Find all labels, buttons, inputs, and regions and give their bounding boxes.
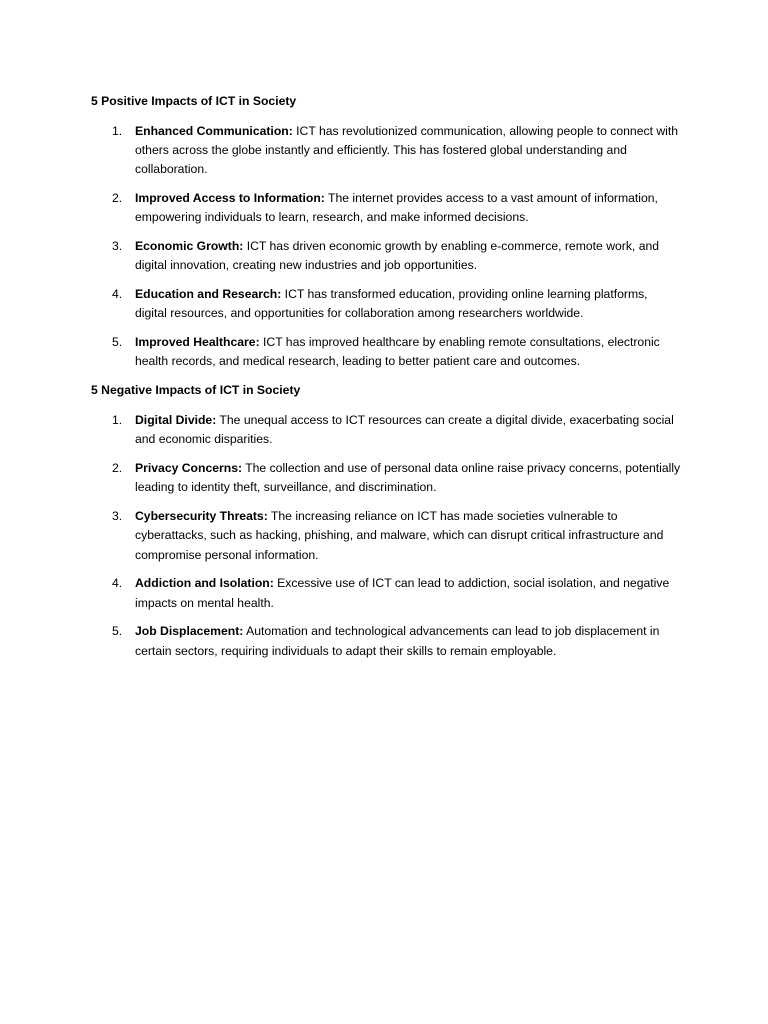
list-item-title: Economic Growth:	[135, 238, 244, 253]
negative-impacts-heading: 5 Negative Impacts of ICT in Society	[91, 383, 301, 398]
list-item-text: The unequal access to ICT resources can create a digital divide, exacerbating social and economic disparities.	[135, 412, 674, 447]
positive-impacts-heading: 5 Positive Impacts of ICT in Society	[91, 94, 297, 108]
document-content	[91, 92, 681, 671]
list-item-title: Improved Access to Information:	[135, 190, 325, 205]
list-item-title: Addiction and Isolation:	[135, 576, 274, 591]
list-item-number: 1.	[112, 123, 123, 138]
list-item-number: 3.	[112, 508, 123, 523]
list-item-title: Education and Research:	[135, 287, 282, 302]
list-item-number: 5.	[112, 624, 123, 639]
list-item-number: 2.	[112, 460, 123, 475]
list-item-number: 4.	[112, 287, 123, 302]
list-item-title: Job Displacement:	[135, 624, 244, 639]
list-item-text: The increasing reliance on ICT has made societies vulnerable to cyberattacks, such as hacking, phishing, and malware, which can disrupt critical infrastructure and compromise personal information.	[135, 508, 664, 562]
list-item-number: 1.	[112, 412, 123, 427]
list-item-number: 4.	[112, 576, 123, 591]
negative-impacts-list	[91, 411, 681, 661]
list-item-text: The internet provides access to a vast amount of information, empowering individuals to learn, research, and make informed decisions.	[135, 190, 658, 225]
list-item-text: ICT has improved healthcare by enabling remote consultations, electronic health records, and medical research, leading to better patient care and outcomes.	[135, 335, 660, 369]
positive-impacts-list	[91, 122, 681, 372]
list-item	[91, 189, 681, 228]
list-item	[91, 237, 681, 276]
list-item-title: Enhanced Communication:	[135, 123, 293, 138]
list-item-text: The collection and use of personal data online raise privacy concerns, potentially leading to identity theft, surveillance, and discrimination.	[135, 460, 681, 495]
list-item	[91, 333, 681, 372]
list-item-text: ICT has transformed education, providing online learning platforms, digital resources, and opportunities for collaboration among researchers worldwide.	[135, 287, 648, 321]
list-item-number: 3.	[112, 238, 123, 253]
list-item-title: Improved Healthcare:	[135, 335, 260, 350]
list-item-title: Cybersecurity Threats:	[135, 508, 268, 523]
list-item	[91, 459, 681, 498]
list-item	[91, 574, 681, 613]
list-item	[91, 122, 681, 180]
list-item-text: ICT has driven economic growth by enabling e-commerce, remote work, and digital innovation, creating new industries and job opportunities.	[135, 238, 660, 273]
list-item-text: ICT has revolutionized communication, allowing people to connect with others across the globe instantly and efficiently. This has fostered global understanding and collaboration.	[135, 123, 679, 177]
list-item	[91, 507, 681, 565]
list-item	[91, 411, 681, 450]
list-item-title: Digital Divide:	[135, 412, 217, 427]
list-item-text: Excessive use of ICT can lead to addiction, social isolation, and negative impacts on mental health.	[135, 576, 670, 610]
list-item-title: Privacy Concerns:	[135, 460, 243, 475]
list-item	[91, 622, 681, 661]
list-item-text: Automation and technological advancements can lead to job displacement in certain sectors, requiring individuals to adapt their skills to remain employable.	[135, 624, 660, 658]
list-item-number: 2.	[112, 190, 123, 205]
list-item-number: 5.	[112, 335, 123, 350]
list-item	[91, 285, 681, 324]
